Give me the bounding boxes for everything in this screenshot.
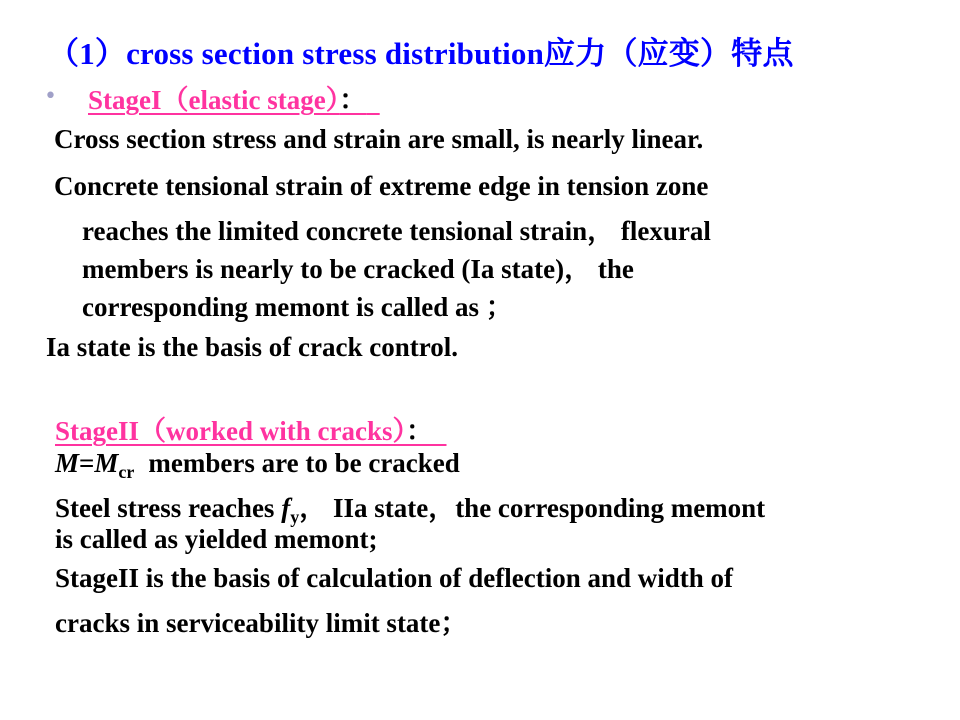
stage2-heading-colon: ：	[406, 416, 433, 446]
stage1-heading-text: StageI（elastic stage）	[88, 85, 340, 115]
stage2-line-3: is called as yielded memont;	[55, 524, 378, 554]
equals-sign: =	[79, 448, 95, 478]
stage2-line-5: cracks in serviceability limit state；	[55, 608, 468, 638]
stage1-heading-colon: ：	[339, 85, 367, 115]
f-symbol: f	[281, 493, 291, 523]
stage1-line-5: corresponding memont is called as ；	[82, 292, 513, 322]
moment-symbol-2: M	[94, 448, 119, 478]
stage2-heading	[55, 409, 447, 448]
stage1-line-3: reaches the limited concrete tensional strain， flexural	[82, 216, 711, 246]
fy-line-text: ， IIa state，the corresponding memont	[299, 493, 766, 523]
stage2-line-4: StageII is the basis of calculation of deflection and width of	[55, 563, 734, 593]
mcr-line-text: members are to be cracked	[148, 448, 460, 478]
slide-title: （1）cross section stress distribution应力（应变）特点	[48, 36, 794, 71]
stage2-heading-text: StageII（worked with cracks）	[55, 416, 406, 446]
stage1-line-2: Concrete tensional strain of extreme edge in tension zone	[54, 171, 709, 201]
stage2-fy-line	[55, 486, 765, 528]
stage1-line-6: Ia state is the basis of crack control.	[46, 332, 458, 362]
stage1-line-1: Cross section stress and strain are small, is nearly linear.	[54, 124, 704, 154]
stage1-line-4: members is nearly to be cracked (Ia state)， the	[82, 254, 634, 284]
bullet-marker: •	[44, 84, 57, 109]
stage2-mcr-line	[55, 448, 460, 483]
y-subscript: y	[290, 507, 300, 527]
stage1-heading	[88, 78, 380, 117]
moment-symbol: M	[55, 448, 80, 478]
fy-line-prefix: Steel stress reaches	[55, 493, 282, 523]
cr-subscript: cr	[118, 462, 135, 482]
